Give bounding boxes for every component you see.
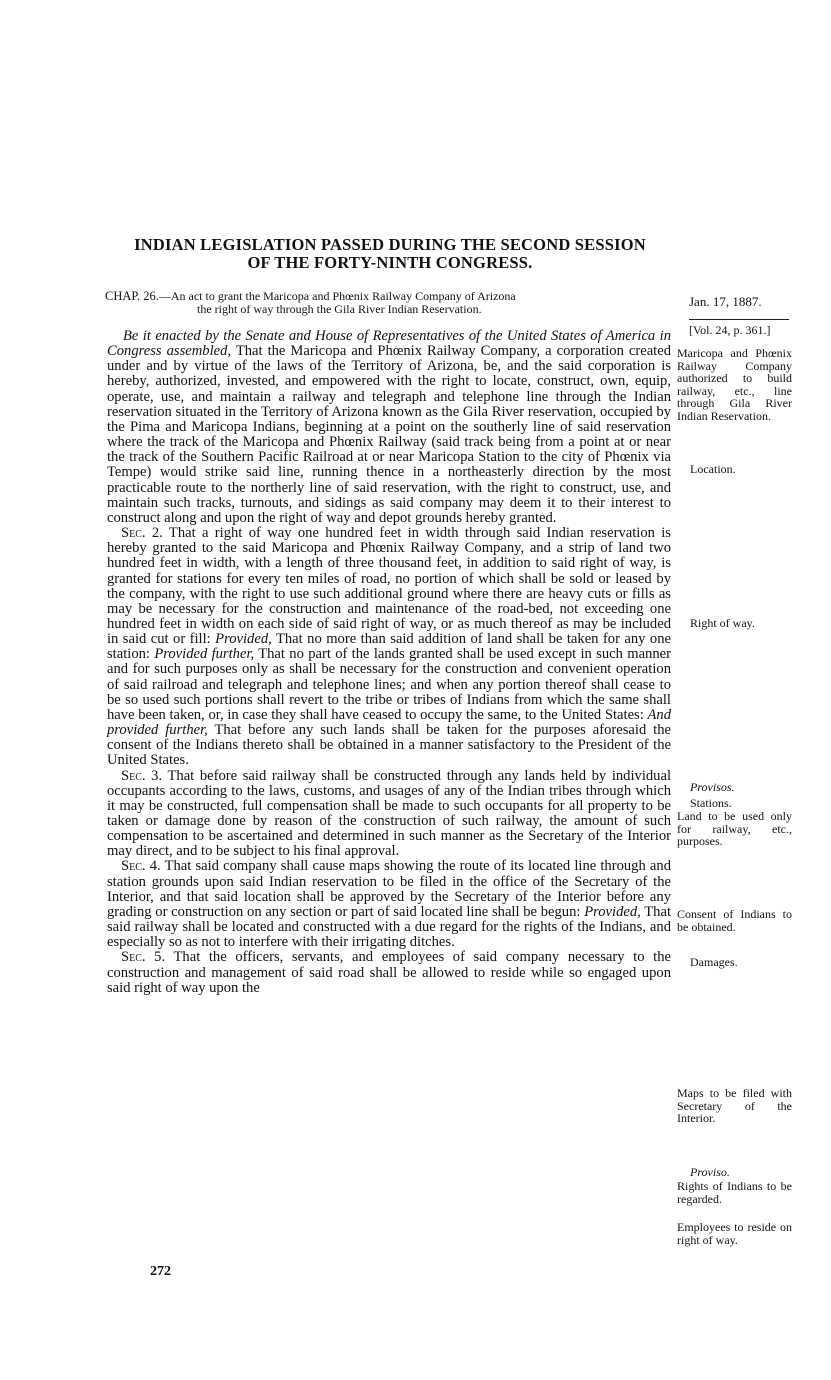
sec3-label: Sec. 3. <box>121 767 163 784</box>
margin-note-right-of-way: Right of way. <box>690 616 755 630</box>
section-2 <box>107 526 671 769</box>
sec4-label: Sec. 4. <box>121 858 161 875</box>
enact-rest: That the Maricopa and Phœnix Railway Company, a corporation created under and by virtue of the laws of the Territory of Arizona, be, and the said corporation is hereby, authorized, invested, and empowered with the right to locate, construct, own, equip, operate, use, and maintain a railway and telegraph and telephone line through the Indian reservation situated in the Territory of Arizona known as the Gila River reservation, occupied by the Pima and Maricopa Indians, beginning at a point on the southerly line of said reservation where the track of the Maricopa and Phœnix Railway (said track being from a point at or near the track of the Southern Pacific Railroad at or near Maricopa Station to the city of Phœnix via Tempe) would strike said line, running thence in a northeasterly direction by the most practicable route to the northerly line of said reservation, with the right to construct, use, and maintain such tracks, turnouts, and sidings as said company may deem it to their interest to construct along and upon the right of way and depot grounds hereby granted. <box>107 343 671 526</box>
margin-note-railway-authorized: Maricopa and Phœnix Railway Company authorized to build railway, etc., line through Gila River Indian Reservation. <box>677 346 792 423</box>
enact-italic: Be it enacted by the Senate and House of Representatives of the United States of America in Congress assembled, <box>107 328 671 360</box>
margin-note-maps: Maps to be filed with Secretary of the Interior. <box>677 1086 792 1125</box>
margin-note-proviso: Proviso. <box>690 1165 730 1179</box>
section-5 <box>107 950 671 995</box>
margin-note-provisos: Provisos. <box>690 780 735 794</box>
sec5-text: That the officers, servants, and employees of said company necessary to the construction and management of said road shall be allowed to reside while so engaged upon said right of way upon the <box>107 949 671 996</box>
margin-date: Jan. 17, 1887. <box>689 294 762 309</box>
sec2-a: That a right of way one hundred feet in width through said Indian reservation is hereby granted to the said Maricopa and Phœnix Railway Company, and a strip of land two hundred feet in width, with a length of three thousand feet, in addition to said right of way, is granted for stations for every ten miles of road, no portion of which shall be sold or leased by the company, with the right to use such additional ground where there are heavy cuts or fills as may be necessary for the construction and maintenance of the road-bed, not exceeding one hundred feet in width on each side of said right of way, or as much thereof as may be included in said cut or fill: <box>107 525 671 648</box>
margin-note-consent: Consent of Indians to be obtained. <box>677 907 792 934</box>
sec2-b: That no more than said addition of land shall be taken for any one station: <box>107 631 671 663</box>
enacting-clause <box>107 329 671 526</box>
statute-text <box>107 329 671 996</box>
margin-note-damages: Damages. <box>690 955 738 969</box>
sec2-d: That before any such lands shall be taken for the purposes aforesaid the consent of the Indians thereto shall be obtained in a manner satisfactory to the President of the United States. <box>107 722 671 769</box>
sec5-label: Sec. 5. <box>121 949 166 966</box>
section-4 <box>107 859 671 950</box>
section-3 <box>107 769 671 860</box>
margin-volume: [Vol. 24, p. 361.] <box>689 319 789 338</box>
sec4-a: That said company shall cause maps showing the route of its located line through and station grounds upon said Indian reservation to be filed in the office of the Secretary of the Interior, and that said location shall be approved by the Secretary of the Interior before any grading or construction on any section or part of said located line shall be begun: <box>107 858 672 920</box>
chapter-title-b: the right of way through the Gila River Indian Reservation. <box>197 302 482 316</box>
sec3-text: That before said railway shall be constructed through any lands held by individual occupants according to the laws, customs, and usages of any of the Indian tribes through which it may be constructed, full compensation shall be made to such occupants for all property to be taken or damage done by reason of the construction of such railway, the amount of such compensation to be ascertained and determined in such manner as the Secretary of the Interior may direct, and to be subject to his final approval. <box>107 767 672 860</box>
sec2-c: That no part of the lands granted shall be used except in such manner and for such purposes only as shall be necessary for the construction and convenient operation of said railroad and telegraph and telephone lines; and when any portion thereof shall cease to be so used such portions shall revert to the tribe or tribes of Indians from which the same shall have been taken, or, in case they shall have ceased to occupy the same, to the United States: <box>107 646 671 723</box>
sec4-provided: Provided, <box>584 903 641 920</box>
page-heading <box>100 236 680 272</box>
margin-note-rights-of-indians: Rights of Indians to be regarded. <box>677 1179 792 1206</box>
chapter-heading <box>105 290 680 316</box>
chapter-title-a: —An act to grant the Maricopa and Phœnix Railway Company of Arizona <box>158 289 516 303</box>
sec2-provided: Provided, <box>215 631 272 648</box>
sec2-label: Sec. 2. <box>121 525 163 542</box>
heading-line-2: OF THE FORTY-NINTH CONGRESS. <box>247 253 533 272</box>
sec2-provided-further: Provided further, <box>154 646 255 663</box>
sec2-and-provided-further: And provided further, <box>107 706 671 739</box>
margin-note-land-use: Land to be used only for railway, etc., purposes. <box>677 809 792 848</box>
margin-note-location: Location. <box>690 462 736 476</box>
sec4-b: That said railway shall be located and constructed with a due regard for the rights of the Indians, and especially so as not to interfere with their irrigating ditches. <box>107 903 671 951</box>
margin-note-stations: Stations. <box>690 796 732 810</box>
chapter-label: CHAP. 26. <box>105 289 159 303</box>
heading-line-1: INDIAN LEGISLATION PASSED DURING THE SECOND SESSION <box>134 235 646 254</box>
margin-note-employees: Employees to reside on right of way. <box>677 1220 792 1247</box>
page-number: 272 <box>150 1264 171 1279</box>
